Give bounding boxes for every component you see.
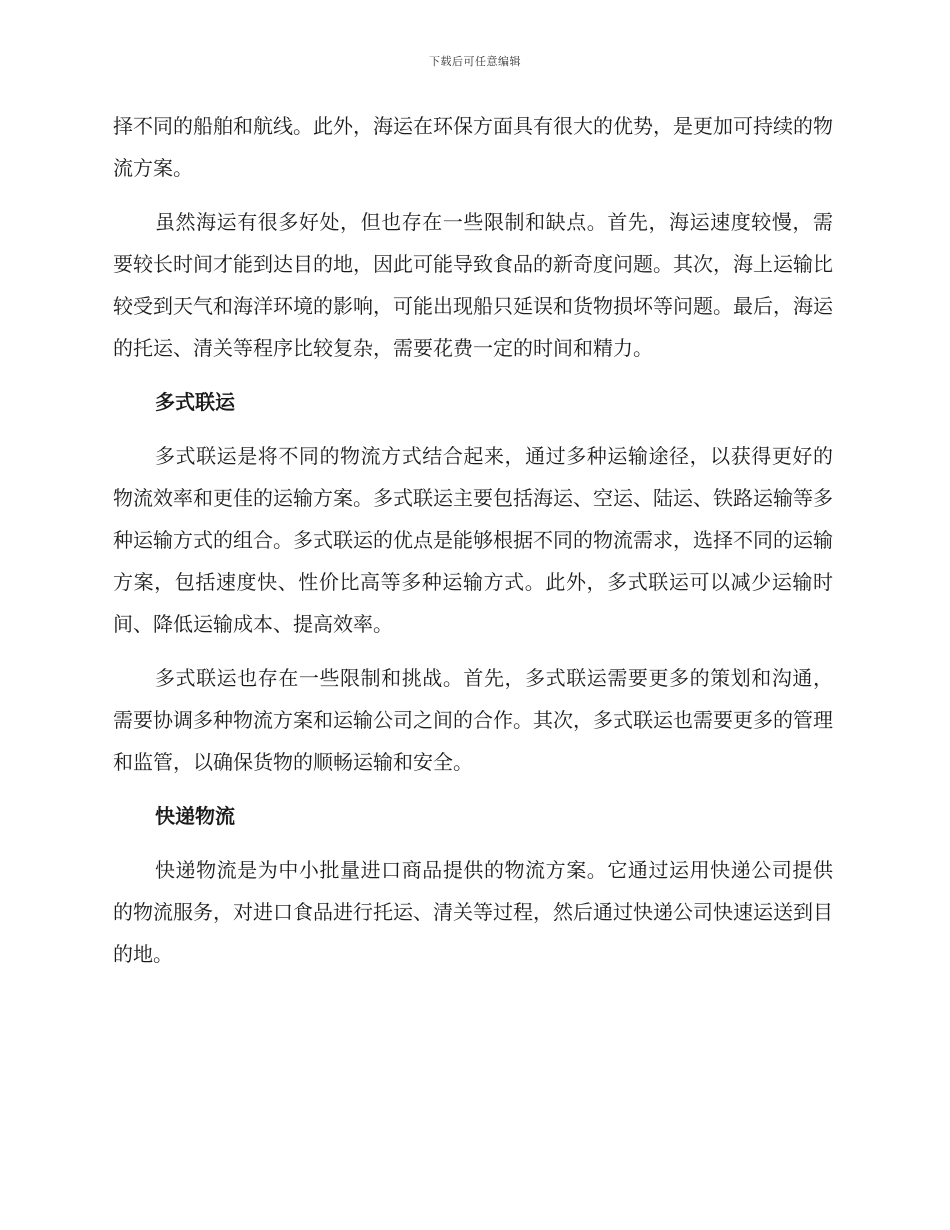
paragraph-express-intro: 快递物流是为中小批量进口商品提供的物流方案。它通过运用快递公司提供的物流服务，对进口食品进行托运、清关等过程，然后通过快递公司快速运送到目的地。 — [113, 858, 833, 966]
paragraph-sea-transport-continued: 择不同的船舶和航线。此外，海运在环保方面具有很大的优势，是更加可持续的物流方案。 — [113, 114, 833, 180]
paragraph-multimodal-intro: 多式联运是将不同的物流方式结合起来，通过多种运输途径，以获得更好的物流效率和更佳的运输方案。多式联运主要包括海运、空运、陆运、铁路运输等多种运输方式的组合。多式联运的优点是能够根据不同的物流需求，选择不同的运输方案，包括速度快、性价比高等多种运输方式。此外，多式联运可以减少运输时间、降低运输成本、提高效率。 — [113, 444, 833, 636]
paragraph-multimodal-challenges: 多式联运也存在一些限制和挑战。首先，多式联运需要更多的策划和沟通，需要协调多种物流方案和运输公司之间的合作。其次，多式联运也需要更多的管理和监管，以确保货物的顺畅运输和安全。 — [113, 666, 833, 774]
section-heading-express: 快递物流 — [155, 804, 235, 828]
document-body — [113, 105, 833, 975]
page-header: 下载后可任意编辑 — [429, 55, 521, 68]
paragraph-sea-transport-drawbacks: 虽然海运有很多好处，但也存在一些限制和缺点。首先，海运速度较慢，需要较长时间才能到达目的地，因此可能导致食品的新奇度问题。其次，海上运输比较受到天气和海洋环境的影响，可能出现船只延误和货物损坏等问题。最后，海运的托运、清关等程序比较复杂，需要花费一定的时间和精力。 — [113, 210, 833, 360]
section-heading-multimodal: 多式联运 — [155, 390, 235, 414]
